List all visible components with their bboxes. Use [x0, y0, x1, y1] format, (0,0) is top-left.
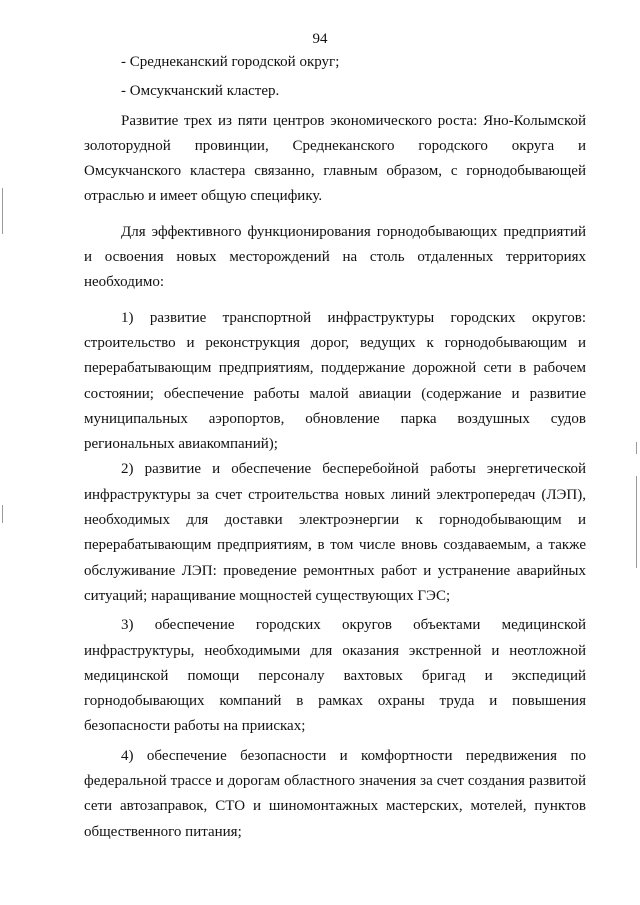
requirement-item-2: 2) развитие и обеспечение бесперебойной работы энергетической инфраструктуры за счет строительства новых линий электропередач (ЛЭП), необходимых для доставки электроэнергии к горнодобывающим и перерабатывающим предприятиям, в том числе вновь создаваемым, а также обслуживание ЛЭП: проведение ремонтных работ и устранение аварийных ситуаций; наращивание мощностей существующих ГЭС; [84, 461, 586, 604]
requirement-item-4: 4) обеспечение безопасности и комфортности передвижения по федеральной трассе и дорогам областного значения за счет создания развитой сети автозаправок, СТО и шиномонтажных мастерских, мотелей, пунктов общественного питания; [84, 747, 586, 840]
requirement-item-3: 3) обеспечение городских округов объектами медицинской инфраструктуры, необходимыми для оказания экстренной и неотложной медицинской помощи персоналу вахтовых бригад и экспедиций горнодобывающих компаний в рамках охраны труда и повышения безопасности работы на приисках; [84, 617, 586, 735]
document-body [84, 50, 586, 845]
list-item-cluster: - Омсукчанский кластер. [121, 83, 280, 100]
page-number: 94 [312, 31, 328, 47]
left-edge-scan-mark-top [2, 188, 3, 234]
right-edge-scan-mark-top [636, 442, 637, 454]
paragraph-growth-centers: Развитие трех из пяти центров экономического роста: Яно-Колымской золоторудной провинции, Среднеканского городского округа и Омсукчанского кластера связанно, главным образом, с горнодобывающей отраслью и имеет общую специфику. [84, 112, 586, 205]
left-edge-scan-mark-bottom [2, 505, 3, 523]
list-item-district: - Среднеканский городской округ; [121, 54, 340, 70]
right-edge-scan-mark-bottom [636, 476, 637, 568]
requirement-item-1: 1) развитие транспортной инфраструктуры городских округов: строительство и реконструкция дорог, ведущих к горнодобывающим и перерабатывающим предприятиям, поддержание дорожной сети в рабочем состоянии; обеспечение работы малой авиации (содержание и развитие муниципальных аэропортов, обновление парка воздушных судов региональных авиакомпаний); [84, 309, 586, 453]
paragraph-requirements-intro: Для эффективного функционирования горнодобывающих предприятий и освоения новых месторождений на столь отдаленных территориях необходимо: [84, 223, 586, 291]
